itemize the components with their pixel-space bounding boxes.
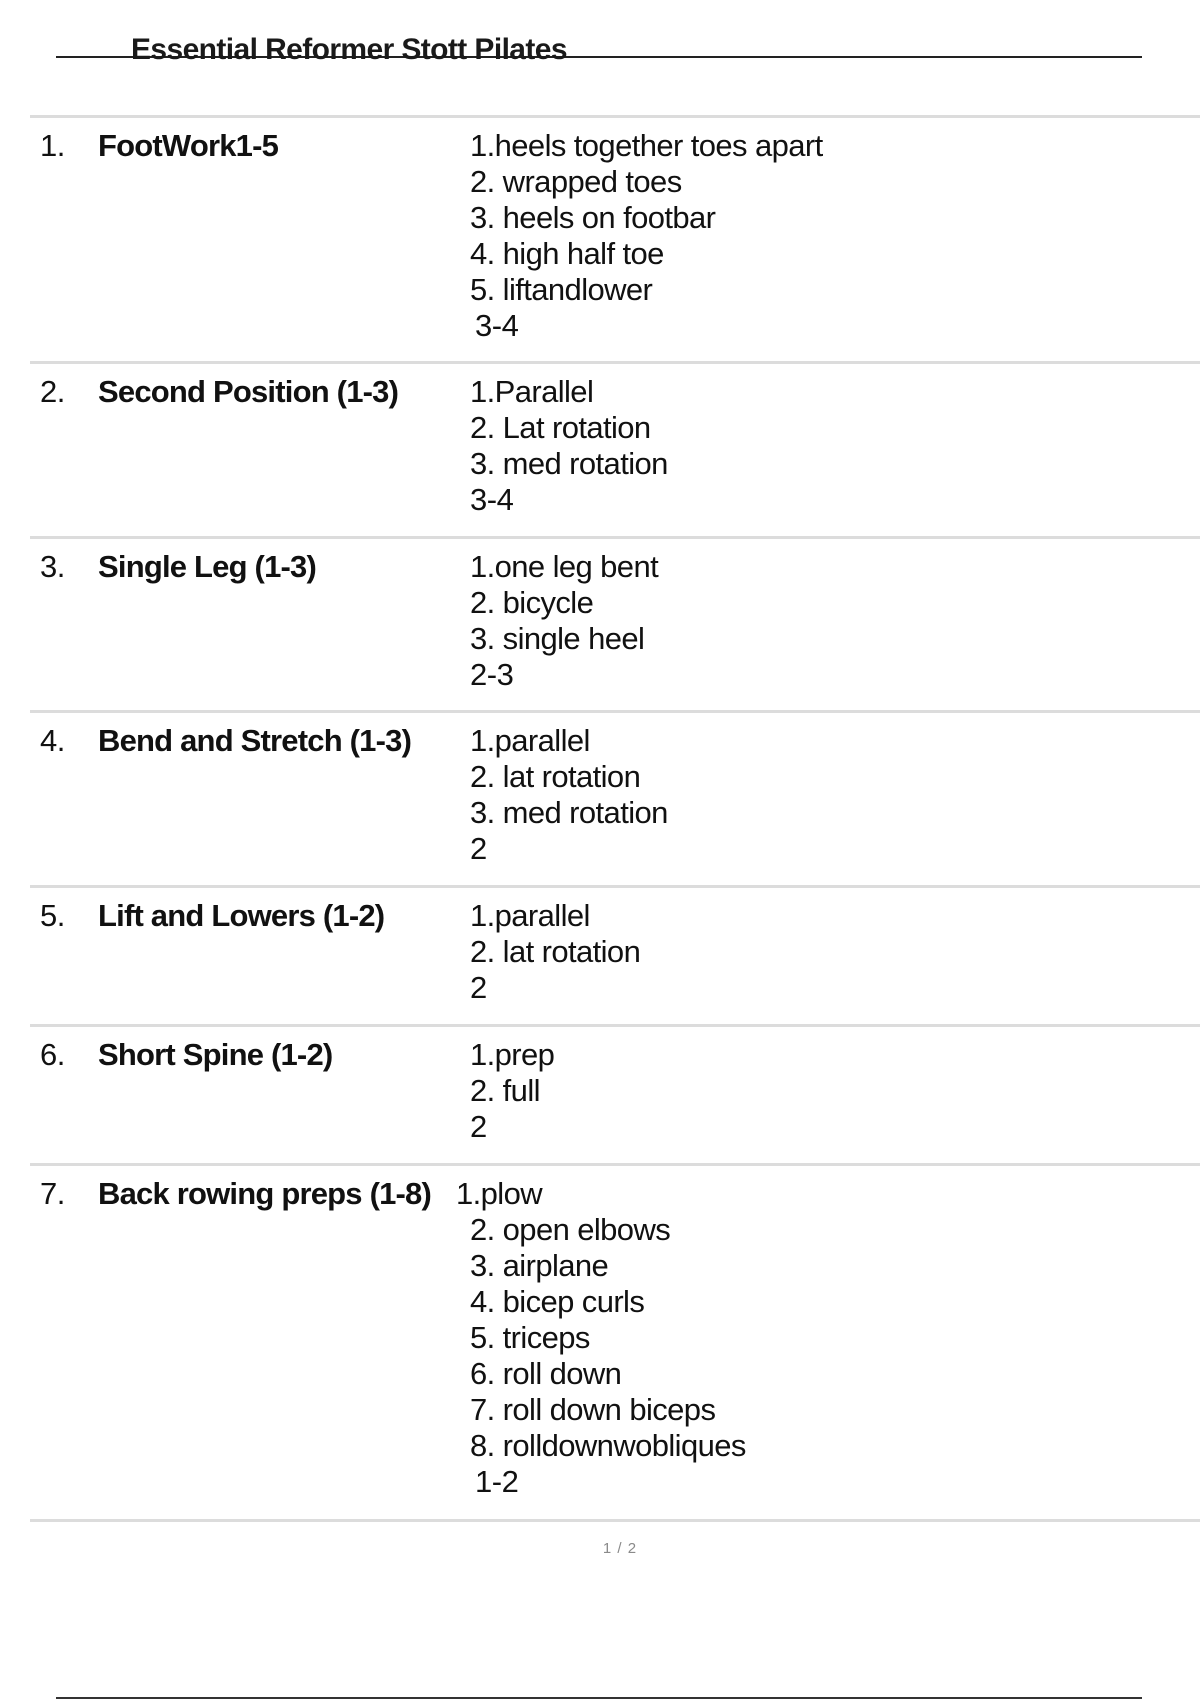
- variation-item: 4. bicep curls: [470, 1284, 645, 1319]
- exercise-number: 2.: [40, 374, 65, 409]
- variation-item: 1.prep: [470, 1037, 555, 1072]
- exercise-row: [30, 1166, 1200, 1522]
- variation-item: 2. open elbows: [470, 1212, 671, 1247]
- variation-item: 5. triceps: [470, 1320, 590, 1355]
- variation-item: 1.one leg bent: [470, 549, 659, 584]
- exercise-number: 7.: [40, 1176, 65, 1211]
- page-indicator: 1 / 2: [602, 1540, 638, 1557]
- variation-item: 2. lat rotation: [470, 934, 641, 969]
- exercise-reps: 3-4: [475, 308, 519, 343]
- exercise-reps: 2-3: [470, 657, 514, 692]
- variation-item: 2. bicycle: [470, 585, 594, 620]
- exercise-reps: 2: [470, 970, 487, 1005]
- exercise-row: [30, 364, 1200, 539]
- exercise-variations: [470, 374, 668, 482]
- variation-item: 4. high half toe: [470, 236, 664, 271]
- page-bottom-rule: [56, 1697, 1142, 1699]
- variation-item: 3. single heel: [470, 621, 645, 656]
- variation-item: 2. full: [470, 1073, 540, 1108]
- exercise-variations: [470, 128, 823, 308]
- variation-item: 1.heels together toes apart: [470, 128, 823, 163]
- exercise-name: Second Position (1-3): [98, 374, 399, 409]
- variation-item: 3. airplane: [470, 1248, 609, 1283]
- exercise-name: FootWork1-5: [98, 128, 279, 163]
- exercise-variations: [470, 549, 658, 657]
- exercise-number: 5.: [40, 898, 65, 933]
- variation-item: 1.Parallel: [470, 374, 594, 409]
- variation-item: 3. med rotation: [470, 446, 668, 481]
- exercise-variations: [470, 898, 640, 970]
- exercise-variations: [470, 1037, 554, 1109]
- exercise-name: Bend and Stretch (1-3): [98, 723, 412, 758]
- variation-item: 2. Lat rotation: [470, 410, 651, 445]
- variation-item: 2. lat rotation: [470, 759, 641, 794]
- exercise-number: 6.: [40, 1037, 65, 1072]
- variation-item: 8. rolldownwobliques: [470, 1428, 746, 1463]
- exercise-name: Back rowing preps (1-8): [98, 1176, 432, 1211]
- variation-item: 1.parallel: [470, 723, 590, 758]
- exercise-variations: [470, 723, 668, 831]
- exercise-variations: [456, 1176, 746, 1464]
- variation-item: 1.plow: [456, 1176, 543, 1211]
- variation-item: 2. wrapped toes: [470, 164, 682, 199]
- exercise-table: [30, 118, 1200, 1522]
- variation-item: 3. med rotation: [470, 795, 668, 830]
- variation-item: 6. roll down: [470, 1356, 622, 1391]
- exercise-row: [30, 713, 1200, 888]
- exercise-row: [30, 539, 1200, 713]
- exercise-row: [30, 118, 1200, 364]
- exercise-row: [30, 888, 1200, 1027]
- variation-item: 7. roll down biceps: [470, 1392, 716, 1427]
- exercise-row: [30, 1027, 1200, 1166]
- variation-item: 3. heels on footbar: [470, 200, 716, 235]
- exercise-reps: 2: [470, 1109, 487, 1144]
- exercise-number: 4.: [40, 723, 65, 758]
- exercise-number: 1.: [40, 128, 65, 163]
- document-title: Essential Reformer Stott Pilates: [131, 33, 567, 66]
- exercise-name: Single Leg (1-3): [98, 549, 317, 584]
- exercise-name: Lift and Lowers (1-2): [98, 898, 385, 933]
- exercise-reps: 3-4: [470, 482, 514, 517]
- exercise-reps: 1-2: [475, 1464, 519, 1499]
- exercise-reps: 2: [470, 831, 487, 866]
- exercise-name: Short Spine (1-2): [98, 1037, 333, 1072]
- variation-item: 1.parallel: [470, 898, 590, 933]
- exercise-number: 3.: [40, 549, 65, 584]
- variation-item: 5. liftandlower: [470, 272, 653, 307]
